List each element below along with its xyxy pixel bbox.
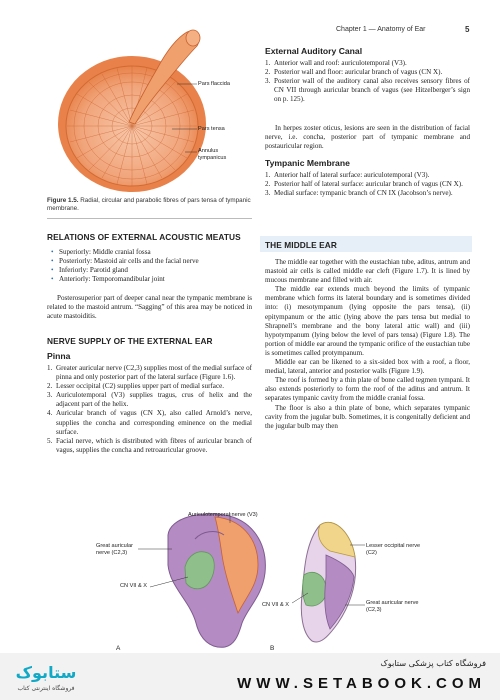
list-item: • Superiorly: Middle cranial fossa xyxy=(50,248,250,257)
label-lesser-occipital: Lesser occipital nerve (C2) xyxy=(366,543,421,556)
label-annulus: Annulus tympanicus xyxy=(198,148,227,161)
caption-text: Radial, circular and parabolic fibres of pars tensa of tympanic membrane. xyxy=(47,197,251,213)
paragraph: The roof is formed by a thin plate of bone called tegmen tympani. It also extends posteriorly to form the roof of the aditus and antrum. It separates tympanic cavity from the middle cranial fossa. xyxy=(265,376,470,403)
list-item: 3. Medial surface: tympanic branch of CN IX (Jacobson’s nerve). xyxy=(265,189,453,198)
label-great-auricular-a: Great auricular nerve (C2,3) xyxy=(96,543,133,556)
list-item: 2. Posterior wall and floor: auricular branch of vagus (CN X). xyxy=(265,68,443,77)
caption-rule xyxy=(47,218,252,219)
paragraph: The middle ear together with the eustachian tube, aditus, antrum and mastoid air cells is called middle ear cleft (Figure 1.7). It is lined by mucous membrane and filled with air. xyxy=(265,258,470,285)
relations-paragraph: Posterosuperior part of deeper canal near the tympanic membrane is related to the mastoid antrum. “Sagging” of this area may be noticed in acute mastoiditis. xyxy=(47,294,252,321)
store-banner xyxy=(0,653,500,700)
list-item: 2. Lesser occipital (C2) supplies upper part of medial surface. xyxy=(47,382,225,391)
store-url-link[interactable]: WWW.SETABOOK.COM xyxy=(237,675,486,692)
list-item: 1. Anterior half of lateral surface: auriculotemporal (V3). xyxy=(265,171,430,179)
nerve-heading: NERVE SUPPLY OF THE EXTERNAL EAR xyxy=(47,336,213,346)
pinna-heading: Pinna xyxy=(47,351,71,361)
label-great-auricular-b: Great auricular nerve (C2,3) xyxy=(366,600,419,613)
label-pars-flaccida: Pars flaccida xyxy=(198,81,231,87)
paragraph: The floor is also a thin plate of bone, which separates tympanic cavity from the jugular bulb. Sometimes, it is congenitally deficient and the jugular bulb may then xyxy=(265,403,470,430)
list-item: • Posteriorly: Mastoid air cells and the facial nerve xyxy=(50,257,250,266)
middle-ear-heading: THE MIDDLE EAR xyxy=(265,240,337,250)
label-cn-b: CN VII & X xyxy=(262,602,290,608)
caption-label: Figure 1.5. xyxy=(47,197,79,204)
list-item: 3. Auriculotemporal (V3) supplies tragus, crus of helix and the adjacent part of the helix. xyxy=(47,391,252,409)
tympanic-membrane-figure xyxy=(47,24,252,194)
list-item: • Anteriorly: Temporomandibular joint xyxy=(50,275,250,284)
label-cn-a: CN VII & X xyxy=(120,583,148,589)
panel-a-label: A xyxy=(116,645,121,652)
logo-graphic xyxy=(8,658,84,694)
list-item: 5. Facial nerve, which is distributed with fibres of auricular branch of vagus, supplies the concha and retroauricular groove. xyxy=(47,436,252,454)
middle-ear-body xyxy=(265,258,470,431)
middle-ear-heading-bar xyxy=(260,236,472,252)
setabook-logo xyxy=(8,658,84,694)
eac-paragraph: In herpes zoster oticus, lesions are seen in the distribution of facial nerve, i.e. concha, posterior part of tympanic membrane and postauricular region. xyxy=(265,124,470,151)
list-item: 3. Posterior wall of the auditory canal also receives sensory fibres of CN VII through auricular branch of vagus (see Hitzelberger’s sign on p. 125). xyxy=(265,77,470,104)
running-header: Chapter 1 — Anatomy of Ear xyxy=(336,26,426,33)
label-pars-tensa: Pars tensa xyxy=(198,126,225,132)
list-item: 1. Anterior wall and roof: auriculotemporal (V3). xyxy=(265,59,407,67)
svg-text:ستابوک: ستابوک xyxy=(15,663,77,682)
list-item: • Inferiorly: Parotid gland xyxy=(50,266,250,275)
paragraph: The middle ear extends much beyond the limits of tympanic membrane which forms its lateral boundary and is sometimes divided into: (i) mesotympanum (lying opposite the pars tensa), (ii) epitympanum or the attic (lying above the pars tensa but medial to Shrapnell’s membrane and the bony lateral attic wall) and (iii) hypotympanum (lying below the level of pars tensa) (Figure 1.8). The portion of middle ear around the tympanic orifice of the eustachian tube is sometimes called protympanum. xyxy=(265,285,470,357)
relations-list xyxy=(50,248,250,284)
tm-list xyxy=(265,171,470,198)
label-auriculotemporal: Auriculotemporal nerve (V3) xyxy=(188,512,258,518)
tm-heading: Tympanic Membrane xyxy=(265,158,350,168)
paragraph: Middle ear can be likened to a six-sided box with a roof, a floor, medial, lateral, anterior and posterior walls (Figure 1.9). xyxy=(265,358,470,376)
list-item: 4. Auricular branch of vagus (CN X), also called Arnold’s nerve, supplies the concha and corresponding eminence on the medial surface. xyxy=(47,409,252,436)
page-number: 5 xyxy=(465,25,470,34)
eac-heading: External Auditory Canal xyxy=(265,46,363,56)
pinna-nerve-figure xyxy=(20,505,480,650)
banner-title: فروشگاه کتاب پزشکی ستابوک xyxy=(380,658,486,668)
pinna-list xyxy=(47,364,252,455)
svg-text:فروشگاه اینترنتی کتاب: فروشگاه اینترنتی کتاب xyxy=(17,685,75,692)
panel-b-label: B xyxy=(270,645,275,652)
list-item: 2. Posterior half of lateral surface: auricular branch of vagus (CN X). xyxy=(265,180,463,189)
eac-list xyxy=(265,59,470,104)
figure-caption xyxy=(47,197,252,213)
list-item: 1. Greater auricular nerve (C2,3) supplies most of the medial surface of pinna and only posterior part of the lateral surface (Figure 1.6). xyxy=(47,364,252,382)
relations-heading: RELATIONS OF EXTERNAL ACOUSTIC MEATUS xyxy=(47,232,241,242)
